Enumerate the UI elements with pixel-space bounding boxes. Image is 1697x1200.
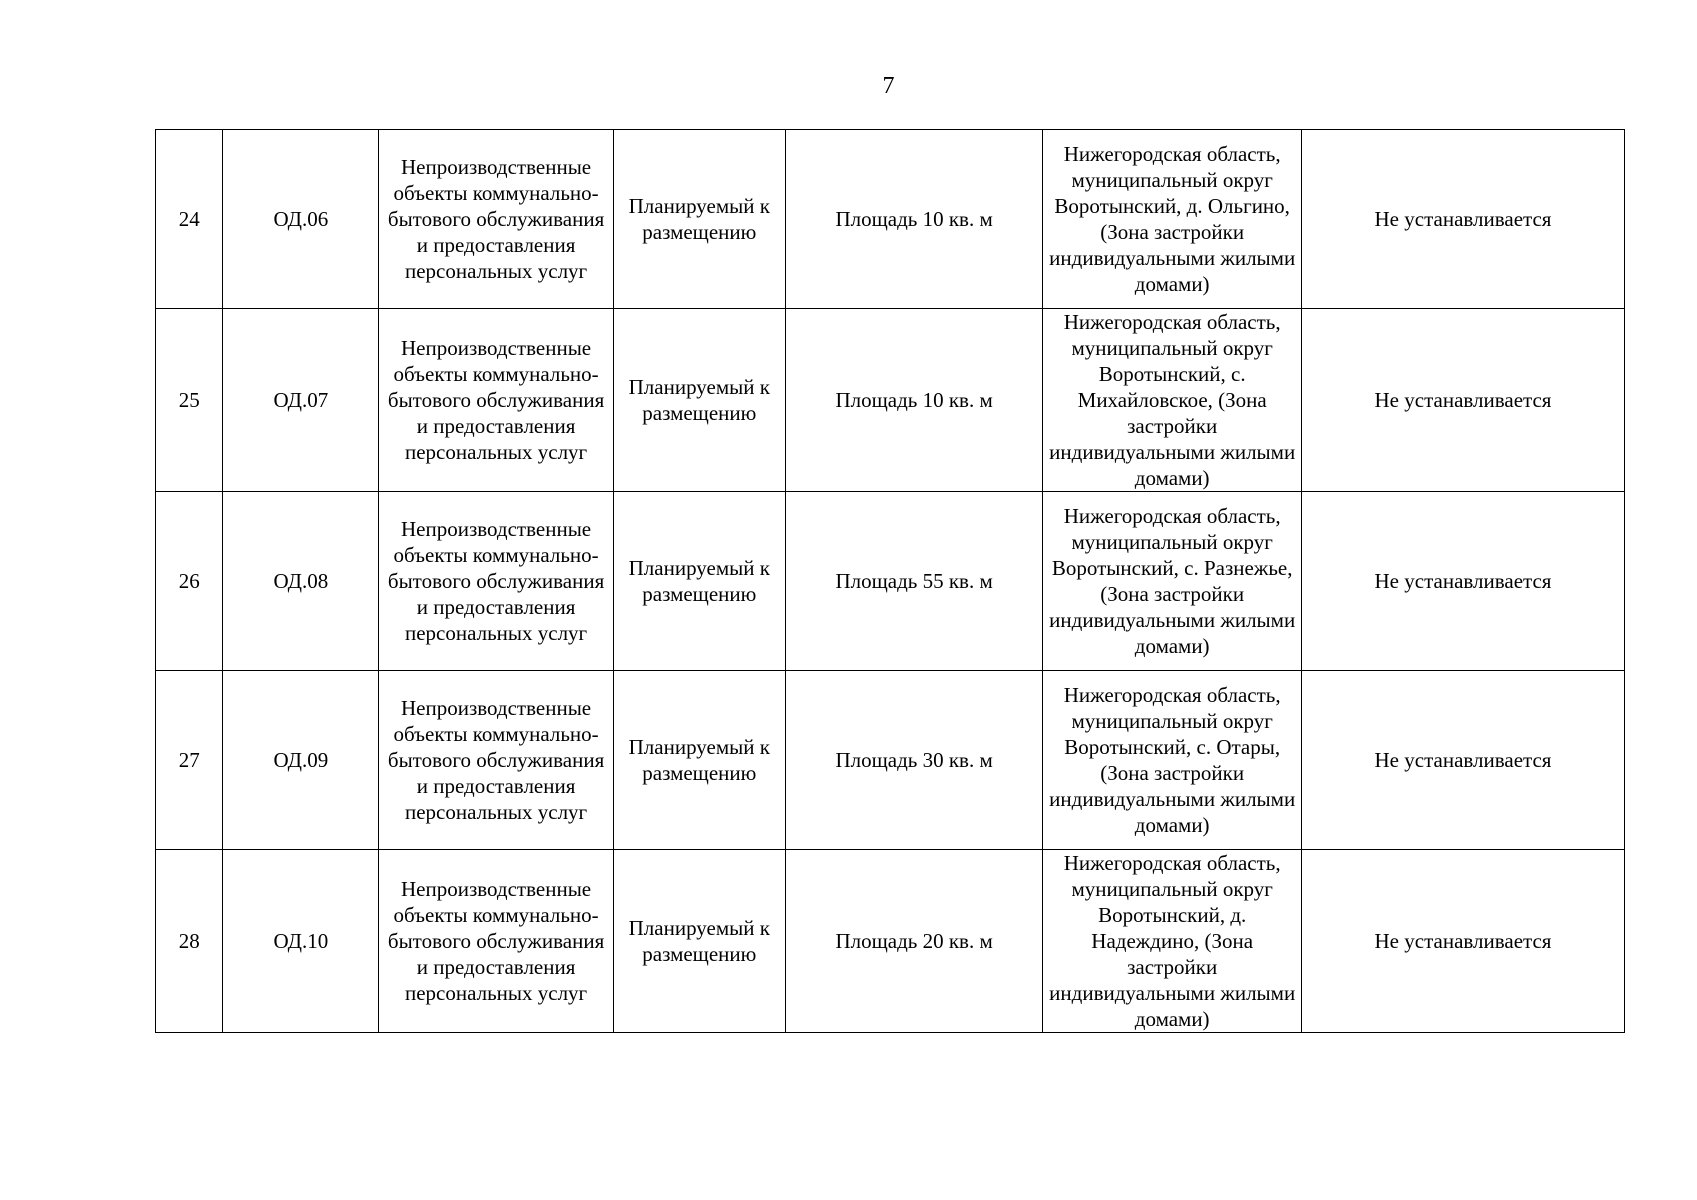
object-code: ОД.07 [223,309,379,492]
object-characteristics: Площадь 20 кв. м [785,850,1043,1033]
object-code: ОД.09 [223,671,379,850]
table-row [156,850,1625,1033]
object-zone: Не устанавливается [1301,671,1624,850]
object-zone: Не устанавливается [1301,492,1624,671]
object-code: ОД.06 [223,130,379,309]
object-status: Планируемый к размещению [613,130,785,309]
object-status: Планируемый к размещению [613,309,785,492]
object-name: Непроизводственные объекты коммунально-бытового обслуживания и предоставления персональных услуг [379,309,613,492]
object-code: ОД.10 [223,850,379,1033]
object-location: Нижегородская область, муниципальный округ Воротынский, с. Михайловское, (Зона застройки индивидуальными жилыми домами) [1043,309,1302,492]
object-name: Непроизводственные объекты коммунально-бытового обслуживания и предоставления персональных услуг [379,850,613,1033]
object-location: Нижегородская область, муниципальный округ Воротынский, д. Надеждино, (Зона застройки индивидуальными жилыми домами) [1043,850,1302,1033]
object-name: Непроизводственные объекты коммунально-бытового обслуживания и предоставления персональных услуг [379,671,613,850]
row-number: 27 [156,671,223,850]
table-row [156,130,1625,309]
table-row [156,492,1625,671]
table-row [156,309,1625,492]
object-characteristics: Площадь 10 кв. м [785,130,1043,309]
object-status: Планируемый к размещению [613,671,785,850]
object-location: Нижегородская область, муниципальный округ Воротынский, д. Ольгино, (Зона застройки индивидуальными жилыми домами) [1043,130,1302,309]
object-location: Нижегородская область, муниципальный округ Воротынский, с. Разнежье, (Зона застройки индивидуальными жилыми домами) [1043,492,1302,671]
object-status: Планируемый к размещению [613,492,785,671]
object-characteristics: Площадь 10 кв. м [785,309,1043,492]
row-number: 25 [156,309,223,492]
object-characteristics: Площадь 30 кв. м [785,671,1043,850]
object-location: Нижегородская область, муниципальный округ Воротынский, с. Отары, (Зона застройки индивидуальными жилыми домами) [1043,671,1302,850]
page-number: 7 [882,73,895,99]
row-number: 26 [156,492,223,671]
object-status: Планируемый к размещению [613,850,785,1033]
object-zone: Не устанавливается [1301,850,1624,1033]
object-name: Непроизводственные объекты коммунально-бытового обслуживания и предоставления персональных услуг [379,492,613,671]
object-characteristics: Площадь 55 кв. м [785,492,1043,671]
objects-table [155,129,1625,1033]
object-zone: Не устанавливается [1301,309,1624,492]
row-number: 28 [156,850,223,1033]
row-number: 24 [156,130,223,309]
object-zone: Не устанавливается [1301,130,1624,309]
table-row [156,671,1625,850]
object-name: Непроизводственные объекты коммунально-бытового обслуживания и предоставления персональных услуг [379,130,613,309]
object-code: ОД.08 [223,492,379,671]
